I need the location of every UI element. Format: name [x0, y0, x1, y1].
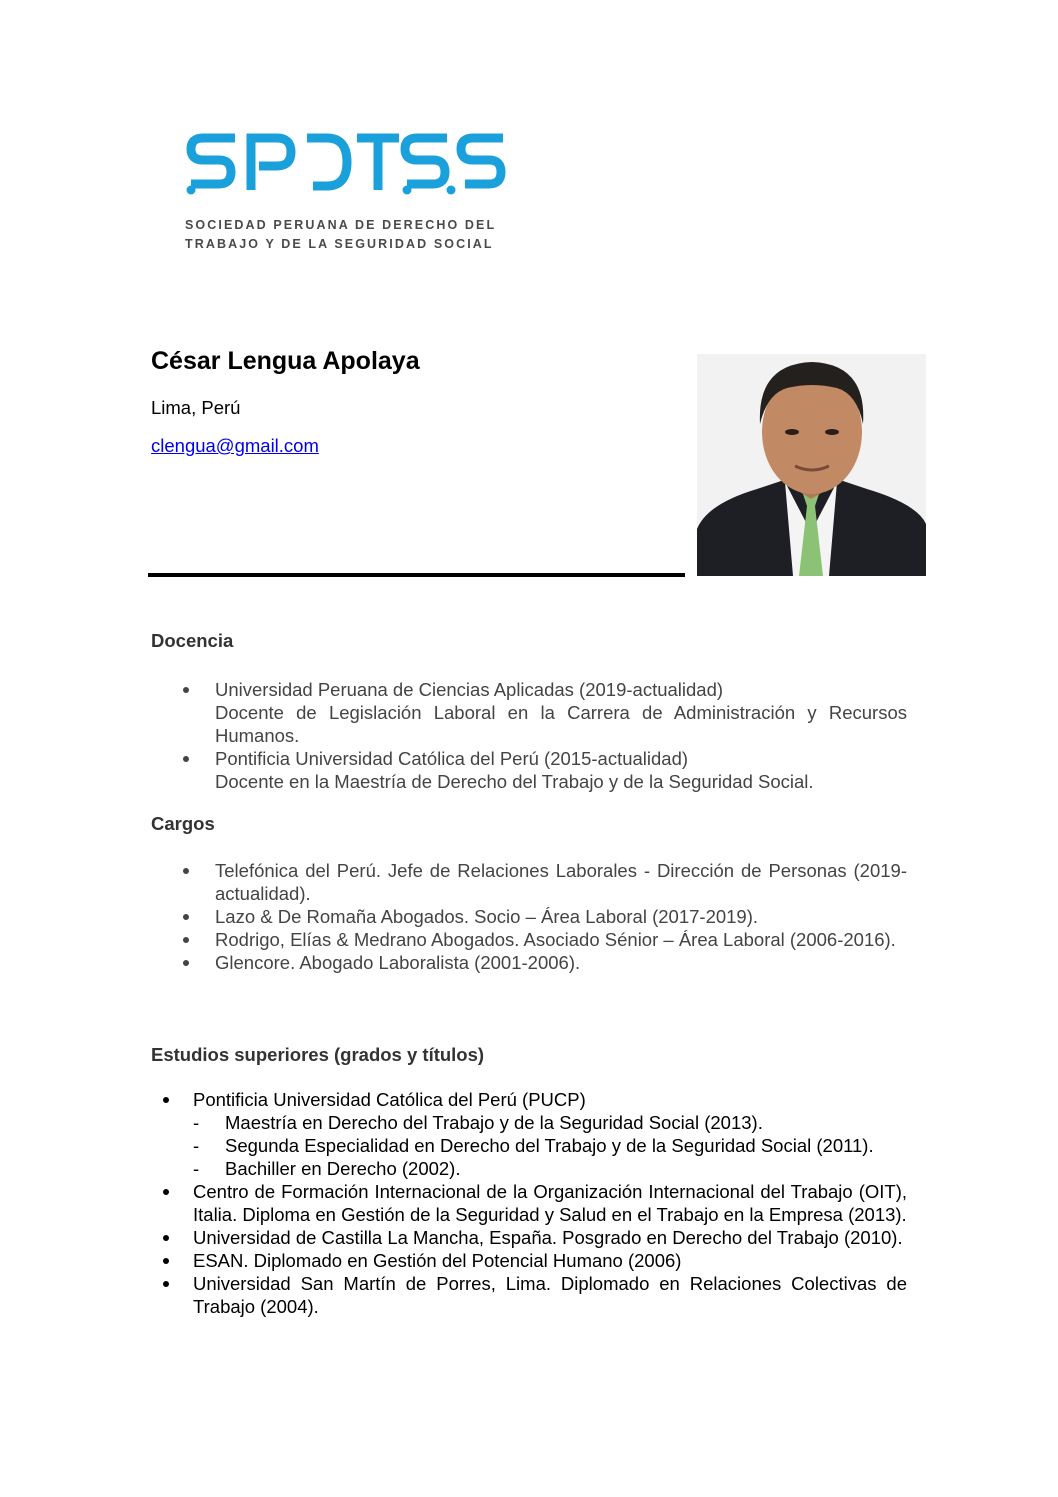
bullet-icon	[183, 937, 189, 943]
list-item	[215, 747, 907, 793]
list-item	[193, 1272, 907, 1318]
list-item	[215, 928, 907, 951]
cargo-text: Telefónica del Perú. Jefe de Relaciones Laborales - Dirección de Personas (2019-actualidad).	[215, 860, 907, 904]
list-item	[215, 951, 907, 974]
docencia-institution: Pontificia Universidad Católica del Perú (2015-actualidad)	[215, 748, 689, 769]
estudio-institution: Pontificia Universidad Católica del Perú (PUCP)	[193, 1089, 586, 1110]
person-name: César Lengua Apolaya	[151, 347, 420, 375]
list-item	[193, 1180, 907, 1226]
profile-photo	[697, 354, 926, 576]
docencia-role: Docente de Legislación Laboral en la Carrera de Administración y Recursos Humanos.	[215, 702, 907, 746]
sub-item	[193, 1157, 907, 1180]
list-item	[193, 1226, 907, 1249]
bullet-icon	[183, 960, 189, 966]
cargo-text: Lazo & De Romaña Abogados. Socio – Área Laboral (2017-2019).	[215, 906, 759, 927]
bullet-icon	[163, 1097, 169, 1103]
bullet-icon	[163, 1258, 169, 1264]
dash-marker: -	[193, 1112, 200, 1133]
estudio-text: Universidad San Martín de Porres, Lima. Diplomado en Relaciones Colectivas de Trabajo (2004).	[193, 1273, 907, 1317]
spdtss-logo	[185, 128, 515, 254]
dash-marker: -	[193, 1135, 200, 1156]
bullet-icon	[163, 1235, 169, 1241]
estudio-text: Universidad de Castilla La Mancha, España. Posgrado en Derecho del Trabajo (2010).	[193, 1227, 903, 1248]
bullet-icon	[183, 914, 189, 920]
cargo-text: Rodrigo, Elías & Medrano Abogados. Asociado Sénior – Área Laboral (2006-2016).	[215, 929, 896, 950]
dash-marker: -	[193, 1158, 200, 1179]
list-item	[215, 678, 907, 747]
cargo-text: Glencore. Abogado Laboralista (2001-2006).	[215, 952, 581, 973]
bullet-icon	[183, 868, 189, 874]
spdtss-wordmark	[185, 128, 507, 196]
section-title-estudios: Estudios superiores (grados y títulos)	[151, 1044, 485, 1065]
sub-item-text: Maestría en Derecho del Trabajo y de la Seguridad Social (2013).	[225, 1112, 763, 1133]
docencia-list	[215, 678, 907, 793]
cargos-list	[215, 859, 907, 974]
bullet-icon	[163, 1281, 169, 1287]
email-link[interactable]: clengua@gmail.com	[151, 435, 319, 456]
estudio-text: Centro de Formación Internacional de la Organización Internacional del Trabajo (OIT), Italia. Diploma en Gestión de la Seguridad y Salud en el Trabajo en la Empresa (2013).	[193, 1181, 907, 1225]
docencia-institution: Universidad Peruana de Ciencias Aplicadas (2019-actualidad)	[215, 679, 724, 700]
sub-item	[193, 1111, 907, 1134]
bullet-icon	[183, 687, 189, 693]
estudios-list	[193, 1088, 907, 1318]
list-item	[193, 1088, 907, 1180]
estudio-text: ESAN. Diplomado en Gestión del Potencial Humano (2006)	[193, 1250, 682, 1271]
logo-subtitle-line-1: SOCIEDAD PERUANA DE DERECHO DEL	[185, 218, 497, 232]
sub-item	[193, 1134, 907, 1157]
docencia-role: Docente en la Maestría de Derecho del Trabajo y de la Seguridad Social.	[215, 771, 814, 792]
bullet-icon	[183, 756, 189, 762]
list-item	[215, 859, 907, 905]
person-city: Lima, Perú	[151, 397, 241, 418]
bullet-icon	[163, 1189, 169, 1195]
logo-subtitle-line-2: TRABAJO Y DE LA SEGURIDAD SOCIAL	[185, 237, 494, 251]
section-title-docencia: Docencia	[151, 630, 234, 651]
sub-item-text: Bachiller en Derecho (2002).	[225, 1158, 461, 1179]
sub-item-text: Segunda Especialidad en Derecho del Trabajo y de la Seguridad Social (2011).	[225, 1135, 874, 1156]
list-item	[215, 905, 907, 928]
list-item	[193, 1249, 907, 1272]
header-divider	[148, 573, 685, 577]
section-title-cargos: Cargos	[151, 813, 215, 834]
